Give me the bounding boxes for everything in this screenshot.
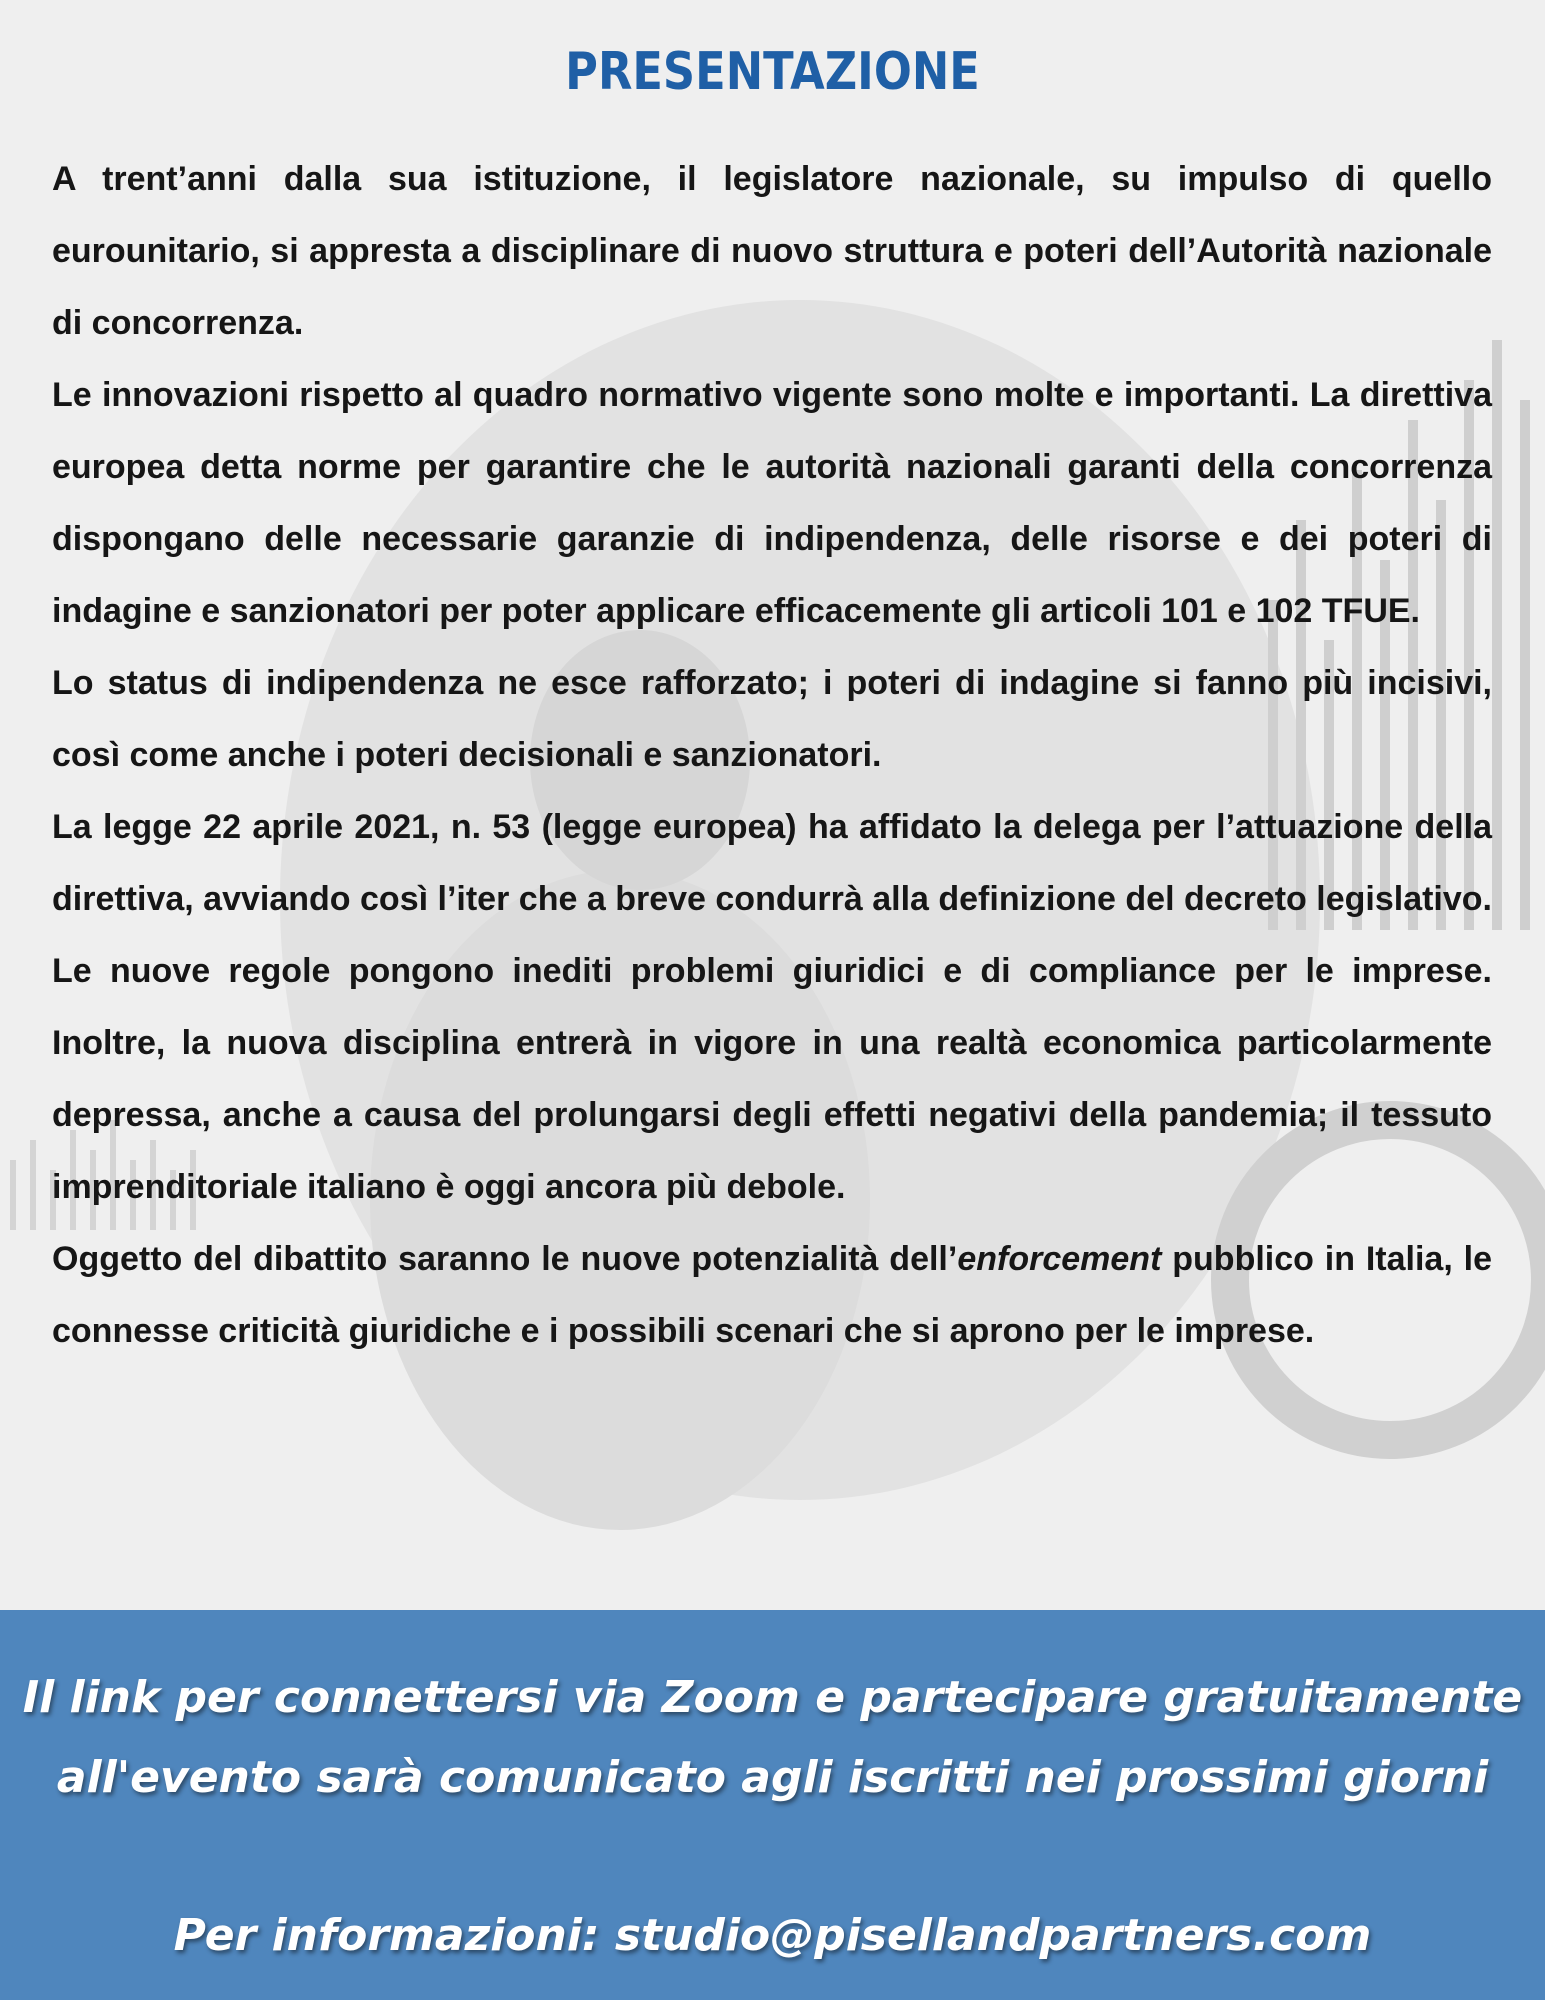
presentation-text (52, 143, 1492, 1367)
info-banner (0, 1610, 1545, 2000)
paragraph-1: A trent’anni dalla sua istituzione, il legislatore nazionale, su impulso di quello eurounitario, si appresta a disciplinare di nuovo struttura e poteri dell’Autorità nazionale di concorrenza. (52, 160, 1492, 342)
contact-email[interactable]: Per informazioni: studio@pisellandpartners.com (173, 1910, 1372, 1961)
paragraph-3: Lo status di indipendenza ne esce rafforzato; i poteri di indagine si fanno più incisivi, così come anche i poteri decisionali e sanzionatori. (52, 664, 1492, 774)
paragraph-4: La legge 22 aprile 2021, n. 53 (legge europea) ha affidato la delega per l’attuazione della direttiva, avviando così l’iter che a breve condurrà alla definizione del decreto legislativo. Le nuove regole pongono inediti problemi giuridici e di compliance per le imprese. Inoltre, la nuova disciplina entrerà in vigore in una realtà economica particolarmente depressa, anche a causa del prolungarsi degli effetti negativi della pandemia; il tessuto imprenditoriale italiano è oggi ancora più debole. (52, 808, 1492, 1206)
paragraph-5-start: Oggetto del dibattito saranno le nuove potenzialità dell’ (52, 1240, 958, 1278)
page-title: PRESENTAZIONE (565, 42, 980, 102)
zoom-link-notice-line-2: all'evento sarà comunicato agli iscritti nei prossimi giorni (56, 1752, 1489, 1803)
paragraph-5 (52, 1223, 1492, 1367)
zoom-link-notice-line-1: Il link per connettersi via Zoom e partecipare gratuitamente (22, 1672, 1523, 1723)
paragraph-2: Le innovazioni rispetto al quadro normativo vigente sono molte e importanti. La direttiva europea detta norme per garantire che le autorità nazionali garanti della concorrenza dispongano delle necessarie garanzie di indipendenza, delle risorse e dei poteri di indagine e sanzionatori per poter applicare efficacemente gli articoli 101 e 102 TFUE. (52, 376, 1492, 630)
paragraph-5-emphasis: enforcement (957, 1240, 1162, 1278)
paragraph-5-end: pubblico in Italia, le connesse criticità giuridiche e i possibili scenari che si aprono per le imprese. (52, 1240, 1493, 1350)
